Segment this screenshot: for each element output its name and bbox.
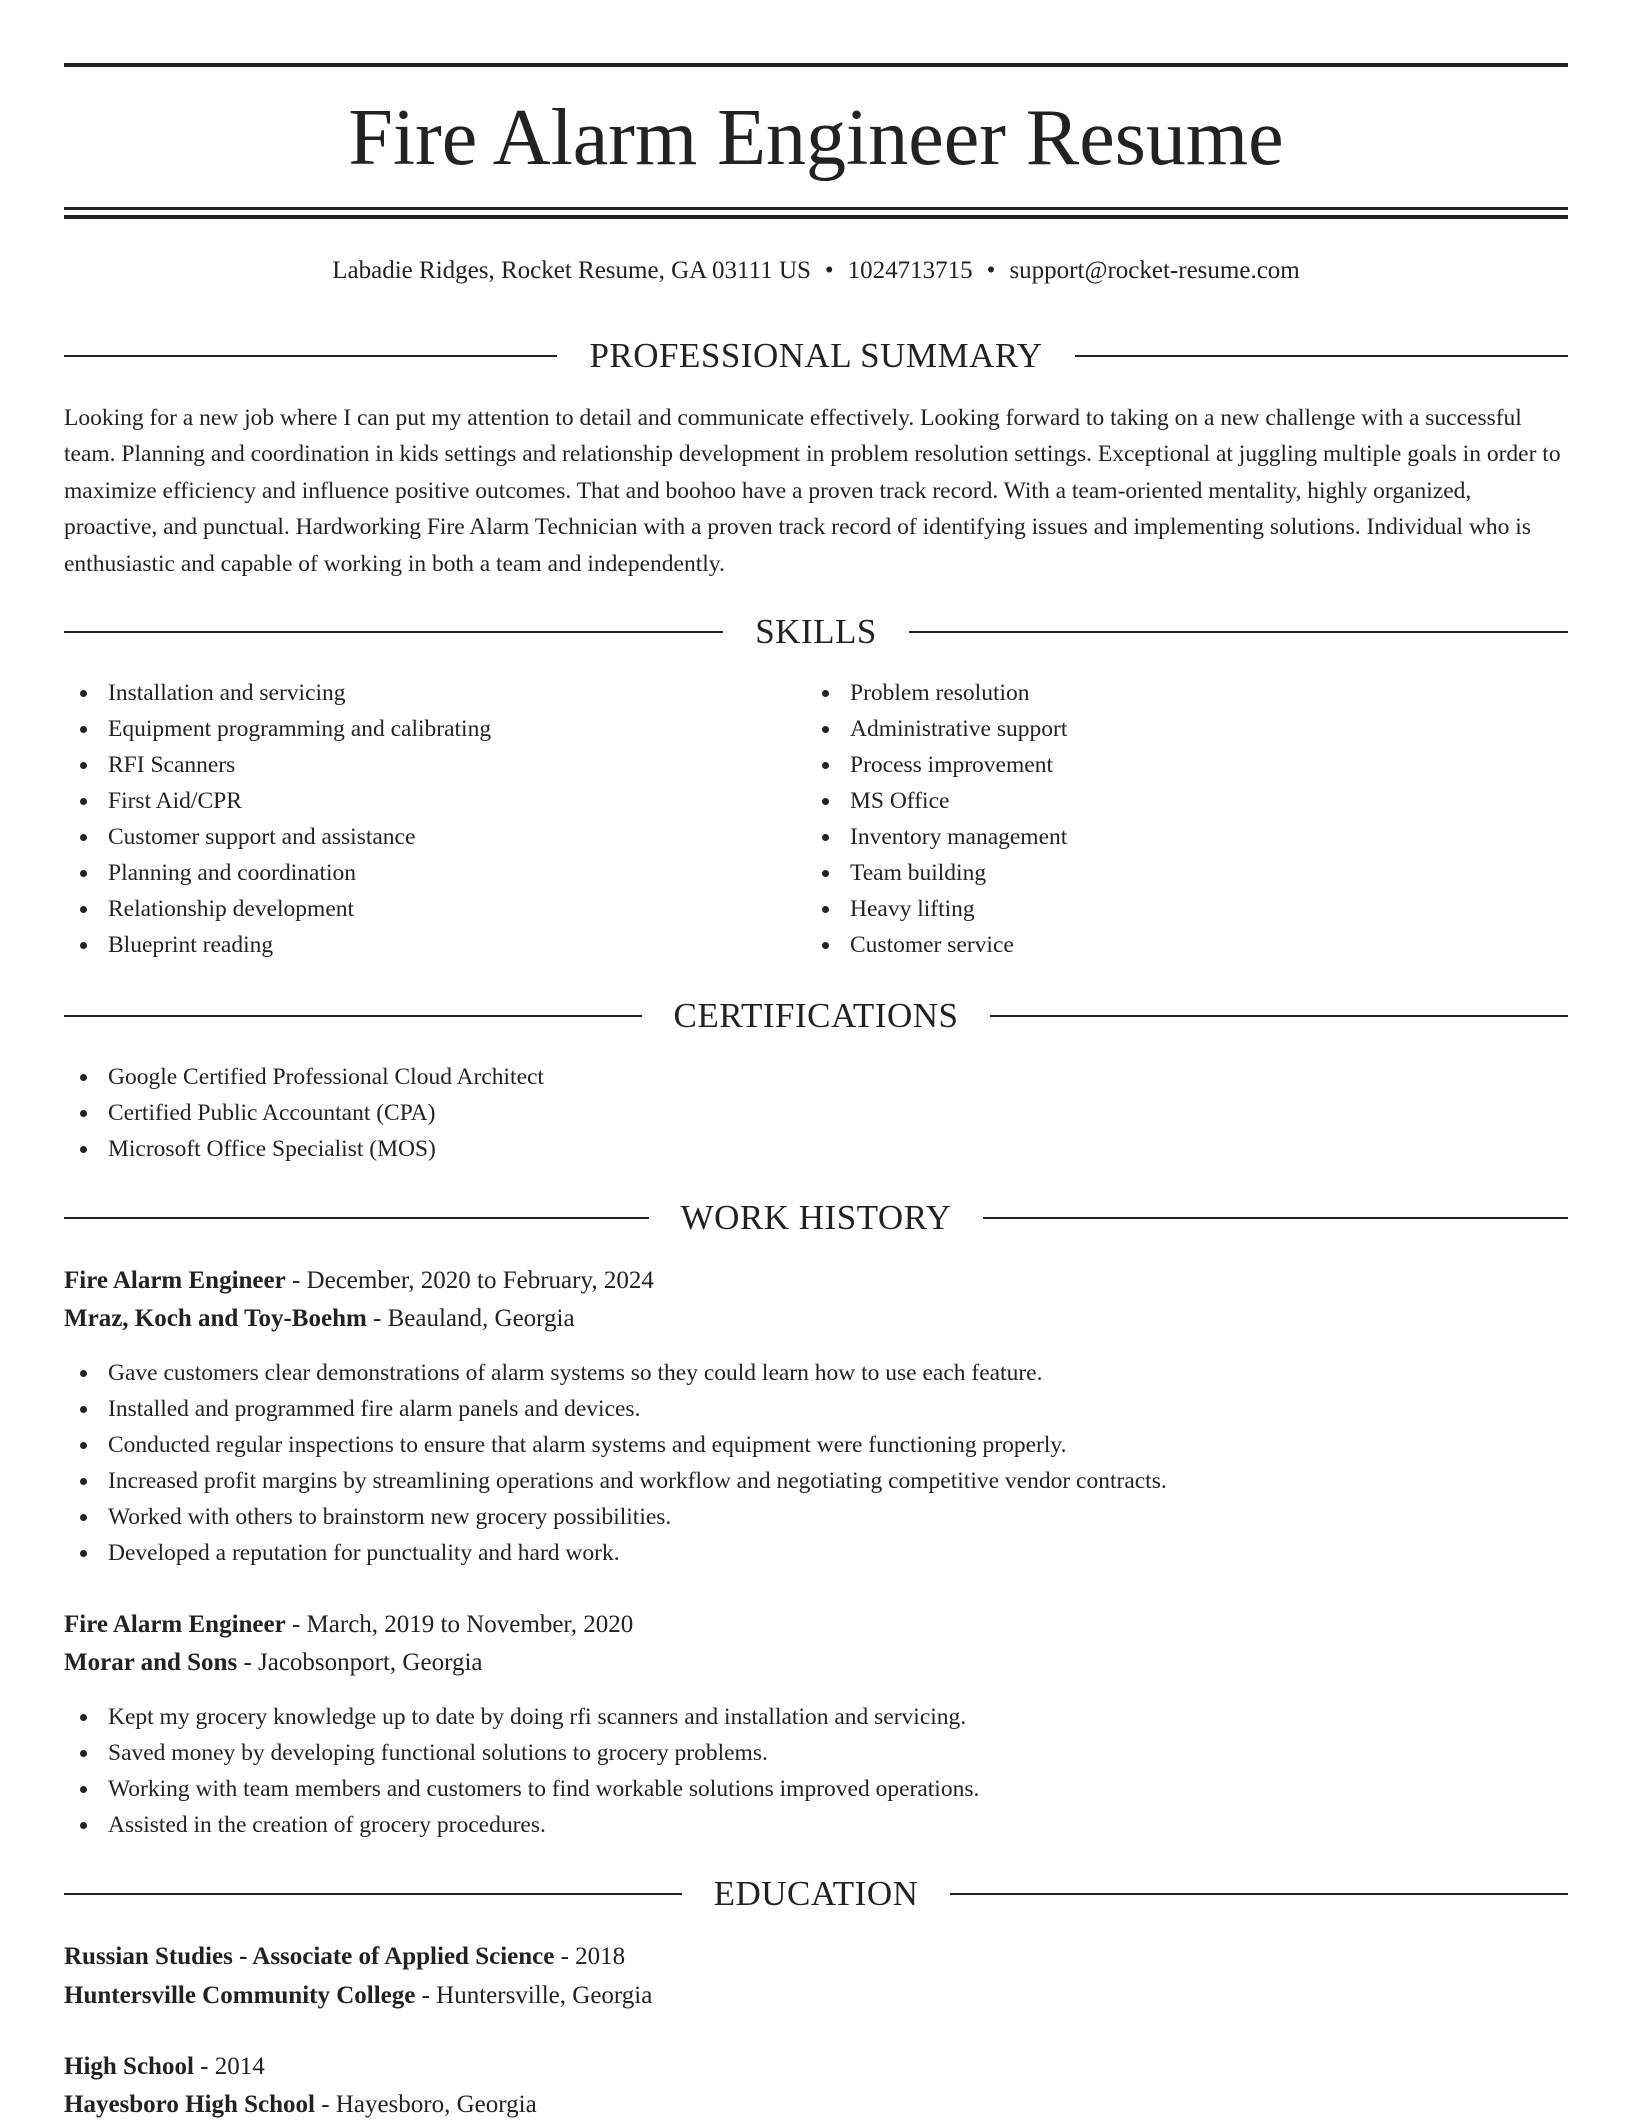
job-title-line bbox=[64, 1606, 633, 1644]
skill-item: MS Office bbox=[806, 783, 1546, 819]
heading-rule-right bbox=[950, 1893, 1568, 1895]
job-dates: - December, 2020 to February, 2024 bbox=[285, 1267, 654, 1294]
job-title: Fire Alarm Engineer bbox=[64, 1267, 286, 1294]
contact-phone: 1024713715 bbox=[847, 257, 973, 284]
certification-item: Microsoft Office Specialist (MOS) bbox=[64, 1131, 1264, 1167]
header-double-rule-lower bbox=[64, 215, 1568, 219]
heading-rule-right bbox=[909, 631, 1568, 633]
education-school: Huntersville Community College bbox=[64, 1982, 416, 2009]
heading-rule-left bbox=[64, 1015, 642, 1017]
header-top-rule bbox=[64, 63, 1568, 67]
skill-item: Process improvement bbox=[806, 747, 1546, 783]
skill-item: Customer support and assistance bbox=[64, 819, 804, 855]
skill-item: Blueprint reading bbox=[64, 927, 804, 963]
section-title-skills: SKILLS bbox=[755, 612, 877, 651]
education-degree: Russian Studies - Associate of Applied Science bbox=[64, 1943, 555, 1970]
heading-rule-left bbox=[64, 1893, 682, 1895]
education-location: - Hayesboro, Georgia bbox=[314, 2091, 537, 2118]
job-company-line bbox=[64, 1644, 483, 1682]
job-dates: - March, 2019 to November, 2020 bbox=[285, 1611, 634, 1638]
section-heading-summary bbox=[64, 334, 1568, 378]
heading-rule-right bbox=[990, 1015, 1568, 1017]
skill-item: Installation and servicing bbox=[64, 675, 804, 711]
section-title-work-history: WORK HISTORY bbox=[680, 1198, 952, 1237]
job-company: Mraz, Koch and Toy-Boehm bbox=[64, 1305, 367, 1332]
skill-item: Administrative support bbox=[806, 711, 1546, 747]
job-duties-list bbox=[64, 1699, 1514, 1843]
contact-email: support@rocket-resume.com bbox=[1009, 257, 1300, 284]
contact-line bbox=[64, 253, 1568, 289]
job-duty-item: Conducted regular inspections to ensure that alarm systems and equipment were functioning properly. bbox=[64, 1427, 1514, 1463]
job-title: Fire Alarm Engineer bbox=[64, 1611, 286, 1638]
job-location: - Beauland, Georgia bbox=[366, 1305, 575, 1332]
education-location: - Huntersville, Georgia bbox=[415, 1982, 653, 2009]
job-company: Morar and Sons bbox=[64, 1649, 238, 1676]
job-duty-item: Working with team members and customers to find workable solutions improved operations. bbox=[64, 1771, 1514, 1807]
skill-item: Problem resolution bbox=[806, 675, 1546, 711]
section-heading-certifications bbox=[64, 994, 1568, 1038]
job-title-line bbox=[64, 1262, 654, 1300]
education-school-line bbox=[64, 1977, 652, 2015]
contact-separator: • bbox=[824, 257, 834, 284]
skill-item: Relationship development bbox=[64, 891, 804, 927]
skill-item: First Aid/CPR bbox=[64, 783, 804, 819]
heading-rule-left bbox=[64, 1217, 649, 1219]
certification-item: Certified Public Accountant (CPA) bbox=[64, 1095, 1264, 1131]
section-heading-skills bbox=[64, 610, 1568, 654]
job-duty-item: Gave customers clear demonstrations of alarm systems so they could learn how to use each feature. bbox=[64, 1355, 1514, 1391]
skill-item: Inventory management bbox=[806, 819, 1546, 855]
section-heading-work-history bbox=[64, 1196, 1568, 1240]
job-duty-item: Installed and programmed fire alarm panels and devices. bbox=[64, 1391, 1514, 1427]
skill-item: RFI Scanners bbox=[64, 747, 804, 783]
heading-rule-left bbox=[64, 631, 723, 633]
job-location: - Jacobsonport, Georgia bbox=[237, 1649, 483, 1676]
job-duty-item: Kept my grocery knowledge up to date by doing rfi scanners and installation and servicing. bbox=[64, 1699, 1514, 1735]
education-degree: High School bbox=[64, 2053, 194, 2080]
certification-item: Google Certified Professional Cloud Architect bbox=[64, 1059, 1264, 1095]
skill-item: Customer service bbox=[806, 927, 1546, 963]
job-company-line bbox=[64, 1300, 575, 1338]
skill-item: Team building bbox=[806, 855, 1546, 891]
education-degree-line bbox=[64, 1938, 625, 1976]
job-duty-item: Increased profit margins by streamlining operations and workflow and negotiating competitive vendor contracts. bbox=[64, 1463, 1514, 1499]
education-school-line bbox=[64, 2086, 537, 2124]
skill-item: Heavy lifting bbox=[806, 891, 1546, 927]
section-title-certifications: CERTIFICATIONS bbox=[673, 996, 959, 1035]
education-year: - 2018 bbox=[554, 1943, 626, 1970]
skill-item: Planning and coordination bbox=[64, 855, 804, 891]
skills-list-right bbox=[806, 675, 1546, 963]
heading-rule-left bbox=[64, 355, 557, 357]
section-heading-education bbox=[64, 1872, 1568, 1916]
header-double-rule-upper bbox=[64, 207, 1568, 210]
job-duty-item: Worked with others to brainstorm new grocery possibilities. bbox=[64, 1499, 1514, 1535]
education-school: Hayesboro High School bbox=[64, 2091, 315, 2118]
summary-text: Looking for a new job where I can put my attention to detail and communicate effectively. Looking forward to taking on a new challenge with a successful team. Planning and coordination in kids settings and relationship development in problem resolution settings. Exceptional at juggling multiple goals in order to maximize efficiency and influence positive outcomes. That and boohoo have a proven track record. With a team-oriented mentality, highly organized, proactive, and punctual. Hardworking Fire Alarm Technician with a proven track record of identifying issues and implementing solutions. Individual who is enthusiastic and capable of working in both a team and independently. bbox=[64, 405, 1561, 577]
job-duties-list bbox=[64, 1355, 1514, 1571]
job-duty-item: Developed a reputation for punctuality and hard work. bbox=[64, 1535, 1514, 1571]
contact-address: Labadie Ridges, Rocket Resume, GA 03111 US bbox=[332, 257, 811, 284]
education-year: - 2014 bbox=[193, 2053, 265, 2080]
section-title-summary: PROFESSIONAL SUMMARY bbox=[589, 336, 1043, 375]
heading-rule-right bbox=[983, 1217, 1568, 1219]
heading-rule-right bbox=[1075, 355, 1568, 357]
job-duty-item: Assisted in the creation of grocery procedures. bbox=[64, 1807, 1514, 1843]
skill-item: Equipment programming and calibrating bbox=[64, 711, 804, 747]
contact-separator: • bbox=[986, 257, 996, 284]
resume-title: Fire Alarm Engineer Resume bbox=[348, 94, 1284, 182]
certifications-list bbox=[64, 1059, 1264, 1167]
section-title-education: EDUCATION bbox=[713, 1874, 919, 1913]
education-degree-line bbox=[64, 2048, 265, 2086]
skills-list-left bbox=[64, 675, 804, 963]
job-duty-item: Saved money by developing functional solutions to grocery problems. bbox=[64, 1735, 1514, 1771]
